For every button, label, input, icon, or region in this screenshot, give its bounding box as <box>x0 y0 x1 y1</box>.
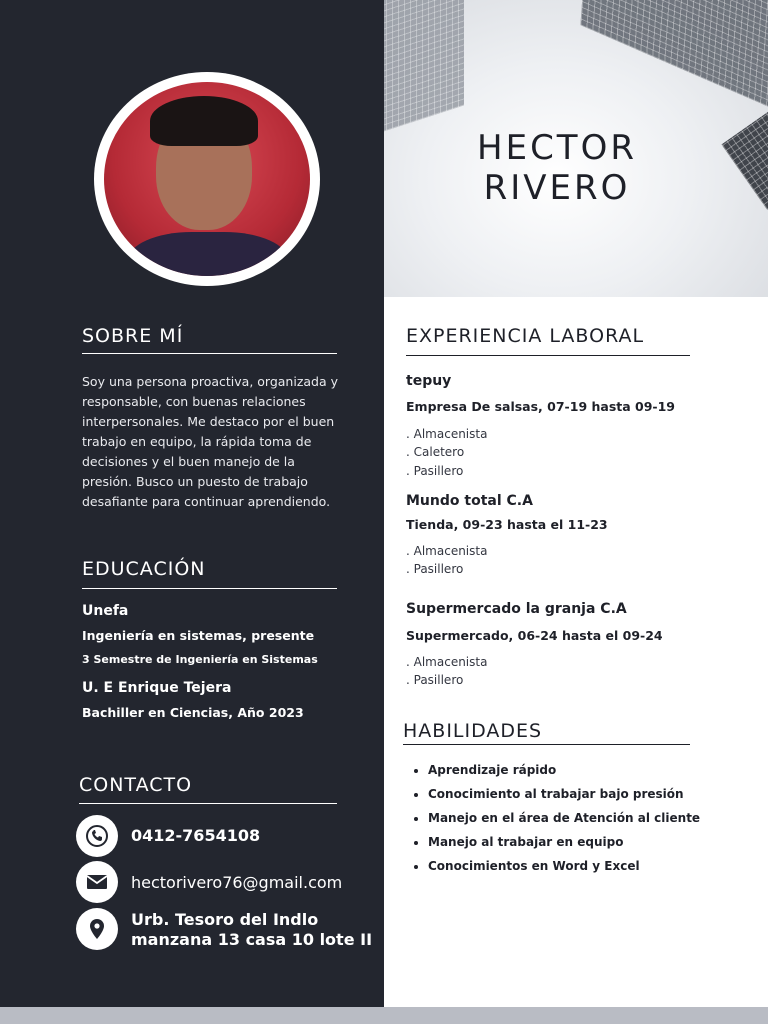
education-degree: Bachiller en Ciencias, Año 2023 <box>82 705 304 720</box>
job-role: Supermercado, 06-24 hasta el 09-24 <box>406 628 663 643</box>
job-task: . Pasillero <box>406 464 464 478</box>
contact-phone[interactable]: 0412-7654108 <box>131 826 261 845</box>
last-name: RIVERO <box>483 168 631 208</box>
skill-item: • Manejo en el área de Atención al cliente <box>428 806 718 830</box>
building-image <box>580 0 768 112</box>
contact-address <box>131 910 372 950</box>
about-title: SOBRE MÍ <box>82 325 184 347</box>
name-heading <box>384 128 730 208</box>
job-task: . Almacenista <box>406 655 488 669</box>
job-task: . Caletero <box>406 445 465 459</box>
job-company: Supermercado la granja C.A <box>406 601 627 617</box>
address-line-2: manzana 13 casa 10 lote II <box>131 930 373 949</box>
skill-item: • Aprendizaje rápido <box>428 758 718 782</box>
skill-item: • Manejo al trabajar en equipo <box>428 830 718 854</box>
location-icon <box>76 908 118 950</box>
job-company: Mundo total C.A <box>406 493 533 509</box>
footer-bar <box>0 1007 768 1024</box>
education-divider <box>82 588 337 589</box>
job-task: . Pasillero <box>406 673 464 687</box>
skills-divider <box>403 744 690 745</box>
about-divider <box>82 353 337 354</box>
job-company: tepuy <box>406 373 452 389</box>
avatar <box>104 82 310 276</box>
experience-title: EXPERIENCIA LABORAL <box>406 325 645 347</box>
contact-divider <box>79 803 337 804</box>
experience-divider <box>406 355 690 356</box>
education-school: U. E Enrique Tejera <box>82 680 232 696</box>
job-task: . Pasillero <box>406 562 464 576</box>
contact-title: CONTACTO <box>79 774 193 796</box>
address-line-1: Urb. Tesoro del Indlo <box>131 910 319 929</box>
education-school: Unefa <box>82 603 129 619</box>
building-image <box>384 0 464 135</box>
first-name: HECTOR <box>477 128 637 168</box>
about-text: Soy una persona proactiva, organizada y responsable, con buenas relaciones interpersonales. Me destaco por el buen trabajo en equipo, la rápida toma de decisiones y el buen manejo de la presión. Busco un puesto de trabajo desafiante para continuar aprendiendo. <box>82 374 339 509</box>
education-title: EDUCACIÓN <box>82 558 206 580</box>
job-task: . Almacenista <box>406 544 488 558</box>
job-role: Empresa De salsas, 07-19 hasta 09-19 <box>406 399 676 414</box>
phone-icon <box>76 815 118 857</box>
email-icon <box>76 861 118 903</box>
job-task: . Almacenista <box>406 427 488 441</box>
job-role: Tienda, 09-23 hasta el 11-23 <box>406 517 608 532</box>
skills-list <box>406 758 718 878</box>
skill-item: • Conocimiento al trabajar bajo presión <box>428 782 718 806</box>
education-degree: Ingeniería en sistemas, presente <box>82 628 315 643</box>
skill-item: • Conocimientos en Word y Excel <box>428 854 718 878</box>
skills-title: HABILIDADES <box>403 720 543 742</box>
education-detail: 3 Semestre de Ingeniería en Sistemas <box>82 653 318 666</box>
contact-email[interactable]: hectorivero76@gmail.com <box>131 873 343 892</box>
